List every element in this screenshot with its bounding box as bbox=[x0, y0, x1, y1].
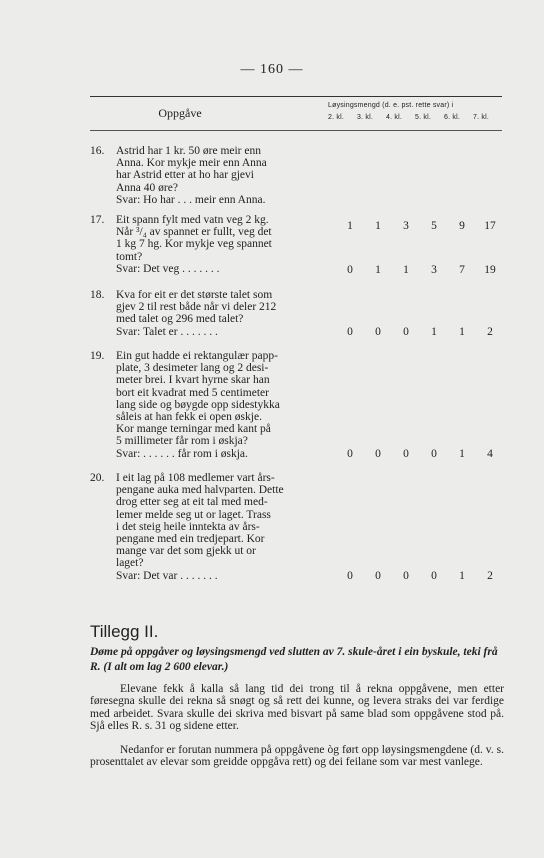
table-top-rule bbox=[90, 96, 502, 97]
problem-line: Når ³/₄ av spannet er fullt, veg det bbox=[116, 226, 272, 239]
problem-line: 1 kg 7 hg. Kor mykje veg spannet bbox=[116, 238, 272, 251]
table-header-rule bbox=[90, 130, 502, 131]
problem-line: Anna 40 øre? bbox=[116, 181, 178, 194]
score-value: 3 bbox=[403, 220, 409, 232]
problem-line: drog etter seg at eit tal med med- bbox=[116, 496, 268, 509]
problem-line: har Astrid etter at ho har gjevi bbox=[116, 169, 254, 182]
problem-answer: Svar: Talet er . . . . . . . bbox=[116, 325, 218, 338]
problem-line: 5 millimeter får rom i øskja? bbox=[116, 435, 248, 448]
body-paragraph: Nedanfor er forutan nummera på oppgåvene òg ført opp løysingsmengdene (d. v. s. prosenttalet av elevar som greidde oppgåva rett) og dei feilane som var mest vanlege. bbox=[90, 744, 504, 769]
problem-line: I eit lag på 108 medlemer vart års- bbox=[116, 472, 275, 484]
problem-answer: Svar: Det veg . . . . . . . bbox=[116, 262, 220, 275]
problem-answer: Svar: Ho har . . . meir enn Anna. bbox=[116, 193, 266, 206]
grade-headers bbox=[328, 114, 504, 121]
problem-line: meter brei. I kvart hyrne skar han bbox=[116, 374, 270, 387]
score-value: 0 bbox=[375, 570, 381, 582]
problem-line: såleis at han fekk ei open øskje. bbox=[116, 411, 262, 424]
problem-line: laget? bbox=[116, 557, 144, 570]
grade-header: 6. kl. bbox=[444, 114, 460, 121]
problem-scores bbox=[336, 326, 504, 338]
problem-number: 19. bbox=[90, 350, 105, 362]
score-value: 0 bbox=[347, 448, 353, 460]
problem-scores bbox=[336, 570, 504, 582]
score-value: 2 bbox=[487, 326, 493, 338]
grade-header: 7. kl. bbox=[473, 114, 489, 121]
problem-line: lemer melde seg ut or laget. Trass bbox=[116, 508, 271, 521]
score-value: 0 bbox=[431, 570, 437, 582]
problem-line: lang side og bøygde opp sidestykka bbox=[116, 398, 280, 411]
score-value: 1 bbox=[403, 264, 409, 276]
score-value: 0 bbox=[347, 570, 353, 582]
score-value: 1 bbox=[431, 326, 437, 338]
score-value: 2 bbox=[487, 570, 493, 582]
section-title: Tillegg II. bbox=[90, 622, 159, 641]
problem-line: Kor mange terningar med kant på bbox=[116, 423, 271, 436]
problem-scores bbox=[336, 448, 504, 460]
score-value: 0 bbox=[403, 570, 409, 582]
column-heading-scores bbox=[328, 102, 504, 121]
score-value: 0 bbox=[403, 448, 409, 460]
problem-answer: Svar: Det var . . . . . . . bbox=[116, 569, 218, 582]
problem-line: pengane med ein tredjepart. Kor bbox=[116, 533, 265, 546]
problem-text bbox=[116, 350, 328, 460]
column-heading-task: Oppgåve bbox=[158, 106, 202, 120]
problem-number: 20. bbox=[90, 472, 105, 484]
problem-text bbox=[116, 472, 328, 582]
problem-line: gjev 2 til rest både når vi deler 212 bbox=[116, 301, 277, 314]
problem-line: plate, 3 desimeter lang og 2 desi- bbox=[116, 362, 269, 375]
score-value: 0 bbox=[347, 326, 353, 338]
problem-line: Astrid har 1 kr. 50 øre meir enn bbox=[116, 145, 261, 157]
problem-line: mange var det som gjekk ut or bbox=[116, 545, 256, 558]
problem-number: 18. bbox=[90, 289, 105, 301]
score-value: 3 bbox=[431, 264, 437, 276]
page-number: — 160 — bbox=[240, 62, 304, 77]
score-value: 17 bbox=[484, 220, 496, 232]
grade-header: 5. kl. bbox=[415, 114, 431, 121]
problem-text bbox=[116, 214, 328, 275]
score-value: 0 bbox=[375, 448, 381, 460]
score-value: 1 bbox=[459, 570, 465, 582]
score-value: 1 bbox=[459, 326, 465, 338]
problem-line: bort eit kvadrat med 5 centimeter bbox=[116, 386, 269, 399]
problem-line: med talet og 296 med talet? bbox=[116, 313, 244, 326]
problem-line: i det steig heile inntekta av års- bbox=[116, 520, 260, 533]
section-subtitle: Døme på oppgåver og løysingsmengd ved slutten av 7. skule-året i ein byskule, teki frå R. (I alt om lag 2 600 elevar.) bbox=[90, 646, 498, 673]
grade-header: 2. kl. bbox=[328, 114, 344, 121]
score-value: 0 bbox=[375, 326, 381, 338]
problem-text bbox=[116, 145, 328, 206]
score-value: 1 bbox=[375, 220, 381, 232]
grade-header: 3. kl. bbox=[357, 114, 373, 121]
score-value: 9 bbox=[459, 220, 465, 232]
score-value: 1 bbox=[375, 264, 381, 276]
problem-line: Anna. Kor mykje meir enn Anna bbox=[116, 157, 267, 170]
score-value: 0 bbox=[403, 326, 409, 338]
problem-line: Ein gut hadde ei rektangulær papp- bbox=[116, 350, 278, 362]
score-value: 1 bbox=[459, 448, 465, 460]
problem-line: Eit spann fylt med vatn veg 2 kg. bbox=[116, 214, 269, 226]
score-value: 0 bbox=[347, 264, 353, 276]
problem-number: 16. bbox=[90, 145, 105, 157]
score-value: 19 bbox=[484, 264, 496, 276]
problem-line: Kva for eit er det største talet som bbox=[116, 289, 273, 301]
problem-text bbox=[116, 289, 328, 338]
score-value: 0 bbox=[431, 448, 437, 460]
problem-line: tomt? bbox=[116, 250, 143, 263]
score-value: 1 bbox=[347, 220, 353, 232]
problem-answer: Svar: . . . . . . får rom i øskja. bbox=[116, 447, 248, 460]
scores-heading-title: Løysingsmengd (d. e. pst. rette svar) i bbox=[328, 102, 454, 109]
problem-line: pengane auka med halvparten. Dette bbox=[116, 484, 284, 497]
score-value: 7 bbox=[459, 264, 465, 276]
body-paragraph: Elevane fekk å kalla så lang tid dei trong til å rekna oppgåvene, men etter føresegna skulle dei rekna så snøgt og så rett dei kunne, og levera straks dei var ferdige med arbeidet. Svara skulle dei skriva med bisvart på same blad som oppgåvene stod på. Sjå elles R. s. 31 og sidene etter. bbox=[90, 683, 504, 732]
problem-number: 17. bbox=[90, 214, 105, 226]
problem-scores bbox=[336, 220, 504, 232]
grade-header: 4. kl. bbox=[386, 114, 402, 121]
problem-scores bbox=[336, 264, 504, 276]
score-value: 5 bbox=[431, 220, 437, 232]
score-value: 4 bbox=[487, 448, 493, 460]
